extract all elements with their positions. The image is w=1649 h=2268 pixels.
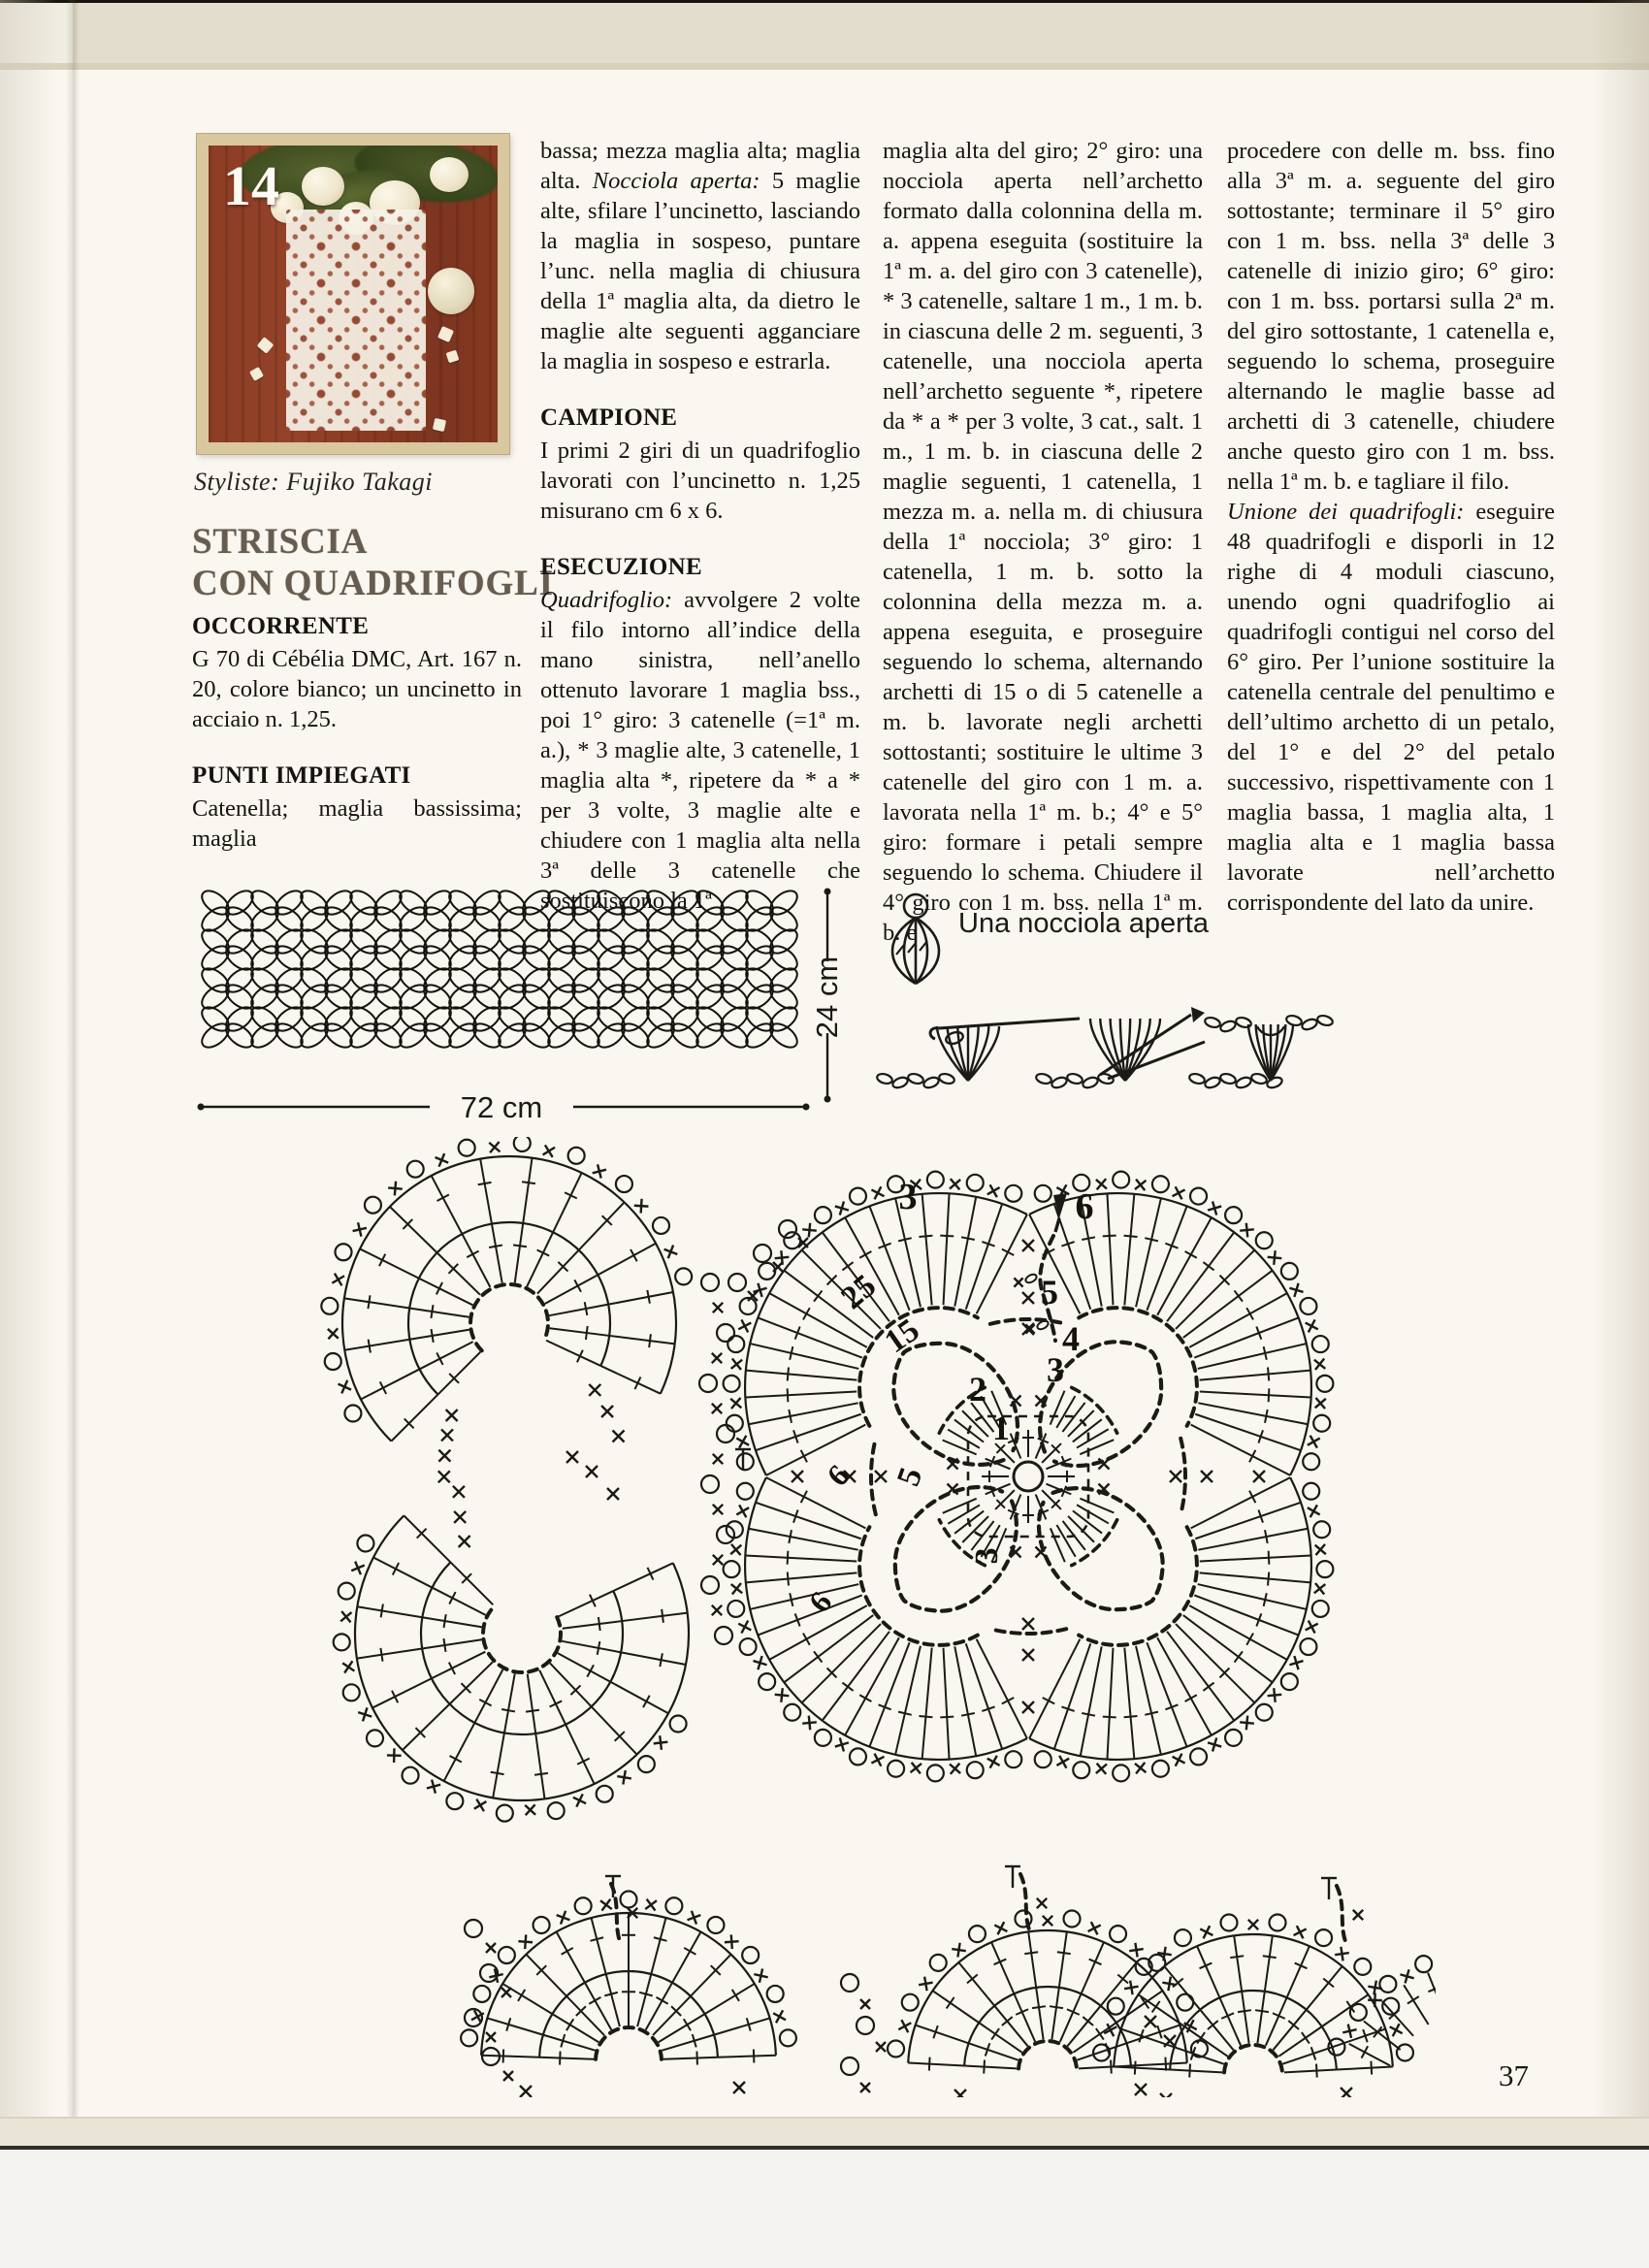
article-title-line2: CON QUADRIFOGLI (192, 563, 554, 603)
clover-module (643, 964, 702, 1014)
chart-label: 15 (878, 1312, 926, 1361)
petal (446, 350, 460, 364)
petal (257, 337, 275, 354)
page-bottom-band (0, 2117, 1649, 2148)
petal (433, 418, 446, 432)
clover-module (594, 1003, 653, 1053)
width-label: 72 cm (460, 1090, 543, 1124)
clover-module (693, 1003, 752, 1053)
scan-background (0, 2150, 1649, 2268)
clover-module (445, 1003, 504, 1053)
instructions-paragraph (540, 136, 860, 376)
height-dimension (810, 889, 844, 1103)
clover-module (594, 925, 653, 975)
instructions-paragraph (540, 585, 860, 916)
italic-lead-unione: Unione dei quadrifogli: (1227, 499, 1465, 525)
clover-module (495, 887, 554, 936)
chart-label: 2 (969, 1370, 986, 1409)
nocciola-step-1 (876, 1019, 1080, 1089)
clover-module (247, 925, 307, 975)
left-partial-motif (321, 1137, 808, 1822)
bottom-left-partial-motif (461, 1876, 796, 2097)
clover-module (643, 1003, 702, 1053)
chart-label: 6 (801, 1584, 839, 1619)
clover-module (346, 925, 405, 975)
page-number: 37 (1499, 2058, 1529, 2092)
clover-module (594, 964, 653, 1014)
clover-grid (198, 887, 801, 1053)
clover-module (544, 887, 603, 936)
clover-module (396, 887, 455, 936)
chart-label: 4 (1062, 1319, 1080, 1358)
clover-module (693, 964, 752, 1014)
section-heading-punti: PUNTI IMPIEGATI (192, 762, 411, 789)
page-right-shade (1591, 0, 1649, 2146)
page-left-shade (0, 0, 58, 2146)
project-photo (197, 134, 509, 454)
clover-module (495, 1003, 554, 1053)
quadrifoglio-crochet-chart (272, 1137, 1436, 2097)
text-run: avvolgere 2 volte il filo intorno all’indice della mano sinistra, nell’anello ottenuto lavorare 1 maglia bss., poi 1° giro: 3 catenelle (=1ª m. a.), * 3 maglie alte, 3 catenelle, 1 maglia alta *, ripetere da * a * per 3 volte, 3 maglie alte e chiudere con 1 maglia alta nella 3ª delle 3 catenelle che sostituiscono la 1ª (540, 587, 860, 914)
clover-module (247, 964, 307, 1014)
clover-module (544, 1003, 603, 1053)
white-flower (430, 157, 469, 192)
clover-module (396, 964, 455, 1014)
instructions-paragraph (1227, 497, 1555, 918)
text-run: bassa; mezza maglia alta; maglia alta. (540, 138, 860, 194)
clover-module (396, 925, 455, 975)
punti-text: Catenella; maglia bassissima; maglia (192, 795, 522, 852)
strip-measurement-schematic (189, 878, 868, 1135)
clover-module (495, 964, 554, 1014)
italic-lead-nocciola: Nocciola aperta: (592, 168, 760, 194)
instructions-paragraph: procedere con delle m. bss. fino alla 3ª m. a. seguente del giro sottostante; terminare il 5° giro con 1 m. bss. nella 3ª delle 3 catenelle di inizio giro; 6° giro: con 1 m. bss. portarsi sulla 2ª m. del giro sottostante, 1 catenella e, seguendo lo schema, proseguire alternando le maglie basse ad archetti di 3 catenelle, chiudere anche questo giro con 1 m. bss. nella 1ª m. b. e tagliare il filo. (1227, 138, 1555, 495)
article-title-line1: STRISCIA (192, 522, 369, 562)
clover-module (297, 887, 356, 936)
chart-label: 5 (1041, 1273, 1058, 1312)
clover-module (445, 925, 504, 975)
chart-label: 5 (889, 1463, 930, 1491)
clover-module (693, 925, 752, 975)
section-heading-occorrente: OCCORRENTE (192, 613, 370, 639)
text-run: 5 maglie alte, sfilare l’uncinetto, lasciando la maglia in sospeso, puntare l’unc. nella maglia di chiusura della 1ª maglia alta, da dietro le maglie alte seguenti agganciare la maglia in sospeso e estrarla. (540, 168, 860, 374)
clover-module (346, 887, 405, 936)
section-heading-esecuzione: ESECUZIONE (540, 554, 702, 580)
page-top-band (0, 3, 1649, 63)
candle-ball (428, 268, 474, 314)
chart-label: 3 (1047, 1350, 1064, 1389)
clover-module (198, 925, 257, 975)
width-dimension (198, 1090, 810, 1124)
photo-image (209, 146, 498, 442)
clover-module (742, 925, 801, 975)
occorrente-text: G 70 di Cébélia DMC, Art. 167 n. 20, colore bianco; un uncinetto in acciaio n. 1,25. (192, 646, 522, 732)
instructions-paragraph: maglia alta del giro; 2° giro: una nocciola aperta nell’archetto formato dalla colonnina della m. a. appena eseguita (sostituire la 1ª m. a. del giro con 3 catenelle), * 3 catenelle, saltare 1 m., 1 m. b. in ciascuna delle 2 m. seguenti, 3 catenelle, una nocciola aperta nell’archetto seguente *, ripetere da * a * per 3 volte, 3 cat., salt. 1 m., 1 m. b. in ciascuna delle 2 maglie seguenti, 1 catenella, 1 mezza m. a. nella m. di chiusura della 1ª nocciola; 3° giro: 1 catenella, 1 m. b. sotto la colonnina della mezza m. a. appena eseguita, e proseguire seguendo lo schema, alternando archetti di 15 o di 5 catenelle a m. b. lavorate negli archetti sottostanti; sostituire le ultime 3 catenelle del giro con 1 m. a. lavorata nella 1ª m. b.; 4° e 5° giro: formare i petali sempre seguendo lo schema. Chiudere il 4° giro con 1 m. bss. nella 1ª m. b. e (883, 138, 1203, 946)
chart-label: 3 (969, 1547, 1005, 1565)
clover-module (247, 1003, 307, 1053)
clover-module (594, 887, 653, 936)
column-2 (540, 136, 860, 916)
petal (249, 367, 264, 381)
height-label: 24 cm (810, 956, 844, 1039)
white-flower (302, 167, 344, 206)
campione-text: I primi 2 giri di un quadrifoglio lavorati con l’uncinetto n. 1,25 misurano cm 6 x 6. (540, 437, 860, 524)
column-4 (1227, 136, 1555, 918)
clover-module (643, 887, 702, 936)
page-top-band-edge (0, 63, 1649, 70)
clover-module (198, 964, 257, 1014)
page-fold-shadow (66, 0, 80, 2146)
clover-module (544, 925, 603, 975)
nocciola-step-3 (1188, 1014, 1334, 1089)
section-heading-campione: CAMPIONE (540, 405, 678, 431)
bottom-middle-partial-motif (841, 1866, 1436, 2097)
clover-module (247, 887, 307, 936)
clover-module (445, 887, 504, 936)
clover-module (742, 964, 801, 1014)
clover-module (198, 887, 257, 936)
petal (437, 326, 454, 342)
lace-runner (286, 210, 426, 431)
italic-lead-quadrifoglio: Quadrifoglio: (540, 587, 673, 613)
chart-label: 25 (834, 1267, 884, 1317)
clover-module (198, 1003, 257, 1053)
clover-module (544, 964, 603, 1014)
clover-module (396, 1003, 455, 1053)
full-quadrifoglio-motif (724, 1172, 1334, 1782)
photo-number-badge: 14 (223, 154, 279, 217)
column-3 (883, 136, 1203, 948)
stylist-credit: Styliste: Fujiko Takagi (194, 468, 433, 496)
text-run: eseguire 48 quadrifogli e disporli in 12 righe di 4 moduli ciascuno, unendo ogni quadrifoglio ai quadrifogli contigui nel corso del 6° giro. Per l’unione sostituire la catenella centrale del penultimo e dell’ultimo archetto di un petalo, del 1° e del 2° del petalo successivo, rispettivamente con 1 maglia bassa, 1 maglia alta, 1 maglia alta e 1 maglia bassa lavorate nell’archetto corrispondente del lato da unire. (1227, 499, 1555, 916)
nocciola-label: Una nocciola aperta (958, 908, 1209, 939)
clover-module (643, 925, 702, 975)
clover-module (346, 964, 405, 1014)
clover-module (693, 887, 752, 936)
clover-module (297, 925, 356, 975)
chart-label: 1 (992, 1409, 1010, 1447)
chart-label: 6 (1075, 1186, 1094, 1227)
clover-module (346, 1003, 405, 1053)
clover-module (297, 964, 356, 1014)
clover-module (495, 925, 554, 975)
column-occorrente (192, 611, 522, 854)
chart-label: 3 (898, 1177, 918, 1217)
clover-module (742, 887, 801, 936)
chart-label: 6 (820, 1457, 857, 1493)
nocciola-aperta-illustrations (871, 881, 1356, 1114)
clover-module (445, 964, 504, 1014)
nocciola-aperta-symbol (892, 894, 939, 984)
article-title (192, 522, 554, 605)
clover-module (297, 1003, 356, 1053)
clover-module (742, 1003, 801, 1053)
